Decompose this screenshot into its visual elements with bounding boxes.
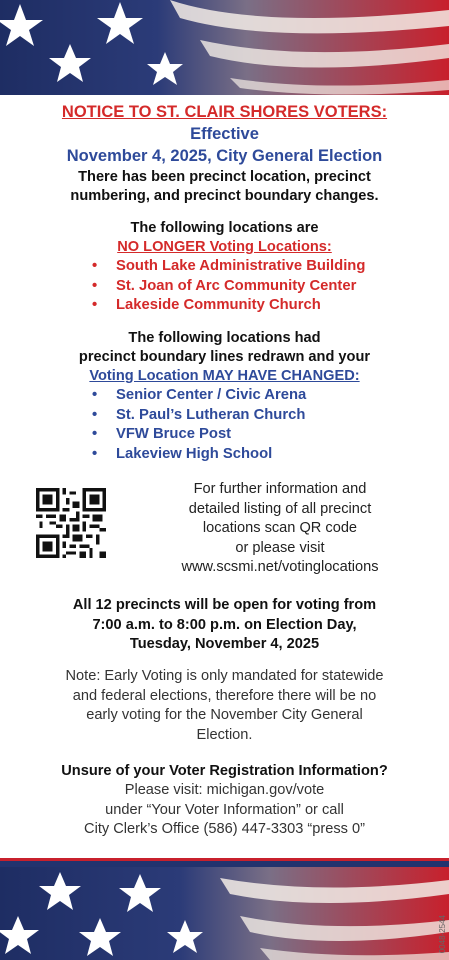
qr-info-section bbox=[0, 480, 449, 580]
qr-code-icon[interactable] bbox=[36, 488, 106, 558]
qr-line-3: locations scan QR code bbox=[202, 520, 358, 536]
bullet-icon: • bbox=[92, 258, 98, 274]
note-line-4: Election. bbox=[196, 726, 253, 743]
list-item bbox=[0, 277, 449, 297]
american-flag-icon bbox=[0, 858, 449, 960]
bullet-icon: • bbox=[92, 445, 98, 462]
list-item bbox=[0, 425, 449, 445]
flag-banner-top bbox=[0, 0, 449, 95]
bullet-icon: • bbox=[92, 387, 98, 403]
list-item bbox=[0, 386, 449, 406]
bullet-icon: • bbox=[92, 426, 98, 442]
location-name: Lakeview High School bbox=[116, 445, 273, 462]
qr-line-2: detailed listing of all precinct bbox=[188, 500, 372, 517]
print-code: 0048-2544 bbox=[438, 915, 447, 954]
no-longer-list bbox=[0, 257, 449, 316]
changes-statement bbox=[0, 168, 449, 206]
list-item bbox=[0, 296, 449, 316]
bullet-icon: • bbox=[92, 297, 98, 313]
registration-section bbox=[0, 761, 449, 840]
redrawn-section bbox=[0, 329, 449, 464]
qr-instructions bbox=[130, 480, 430, 578]
redrawn-intro-2: precinct boundary lines redrawn and your bbox=[78, 349, 371, 365]
notice-content bbox=[0, 95, 449, 858]
list-item bbox=[0, 445, 449, 465]
flag-banner-bottom bbox=[0, 858, 449, 960]
list-item bbox=[0, 257, 449, 277]
no-longer-title: NO LONGER Voting Locations: bbox=[117, 239, 332, 255]
qr-line-4: or please visit bbox=[235, 539, 325, 556]
note-line-2: and federal elections, therefore there will be no bbox=[72, 687, 377, 704]
bullet-icon: • bbox=[92, 406, 98, 423]
early-voting-note bbox=[0, 667, 449, 745]
note-line-1: Note: Early Voting is only mandated for statewide bbox=[65, 668, 384, 684]
list-item bbox=[0, 406, 449, 426]
redrawn-intro-1: The following locations had bbox=[128, 330, 321, 346]
note-line-3: early voting for the November City General bbox=[86, 707, 363, 723]
changes-line-1: There has been precinct location, precinct bbox=[78, 169, 371, 185]
election-date: November 4, 2025, City General Election bbox=[66, 147, 383, 165]
location-name: St. Paul’s Lutheran Church bbox=[116, 406, 306, 423]
location-name: Lakeside Community Church bbox=[116, 297, 321, 313]
redrawn-list bbox=[0, 386, 449, 464]
no-longer-section bbox=[0, 219, 449, 316]
changes-line-2: numbering, and precinct boundary changes. bbox=[70, 188, 379, 204]
hours-line-1: All 12 precincts will be open for voting from bbox=[72, 597, 377, 613]
location-name: VFW Bruce Post bbox=[116, 426, 232, 442]
location-name: St. Joan of Arc Community Center bbox=[116, 277, 357, 294]
notice-header bbox=[0, 101, 449, 167]
registration-title: Unsure of your Voter Registration Information? bbox=[61, 763, 388, 779]
voting-locations-link[interactable]: www.scsmi.net/votinglocations bbox=[181, 559, 379, 575]
hours-line-3: Tuesday, November 4, 2025 bbox=[129, 636, 320, 652]
american-flag-icon bbox=[0, 0, 449, 95]
qr-line-1: For further information and bbox=[193, 481, 367, 497]
location-name: Senior Center / Civic Arena bbox=[116, 387, 307, 403]
registration-line-2: under “Your Voter Information” or call bbox=[105, 801, 344, 818]
location-name: South Lake Administrative Building bbox=[116, 258, 366, 274]
effective-label: Effective bbox=[190, 125, 259, 143]
redrawn-title: Voting Location MAY HAVE CHANGED: bbox=[89, 368, 360, 384]
hours-section bbox=[0, 596, 449, 655]
registration-line-1: Please visit: michigan.gov/vote bbox=[124, 782, 325, 798]
clerk-phone: City Clerk’s Office (586) 447-3303 “press 0” bbox=[84, 821, 365, 837]
notice-title: NOTICE TO ST. CLAIR SHORES VOTERS: bbox=[61, 103, 388, 121]
no-longer-intro: The following locations are bbox=[130, 220, 319, 236]
hours-line-2: 7:00 a.m. to 8:00 p.m. on Election Day, bbox=[92, 616, 357, 633]
bullet-icon: • bbox=[92, 277, 98, 294]
